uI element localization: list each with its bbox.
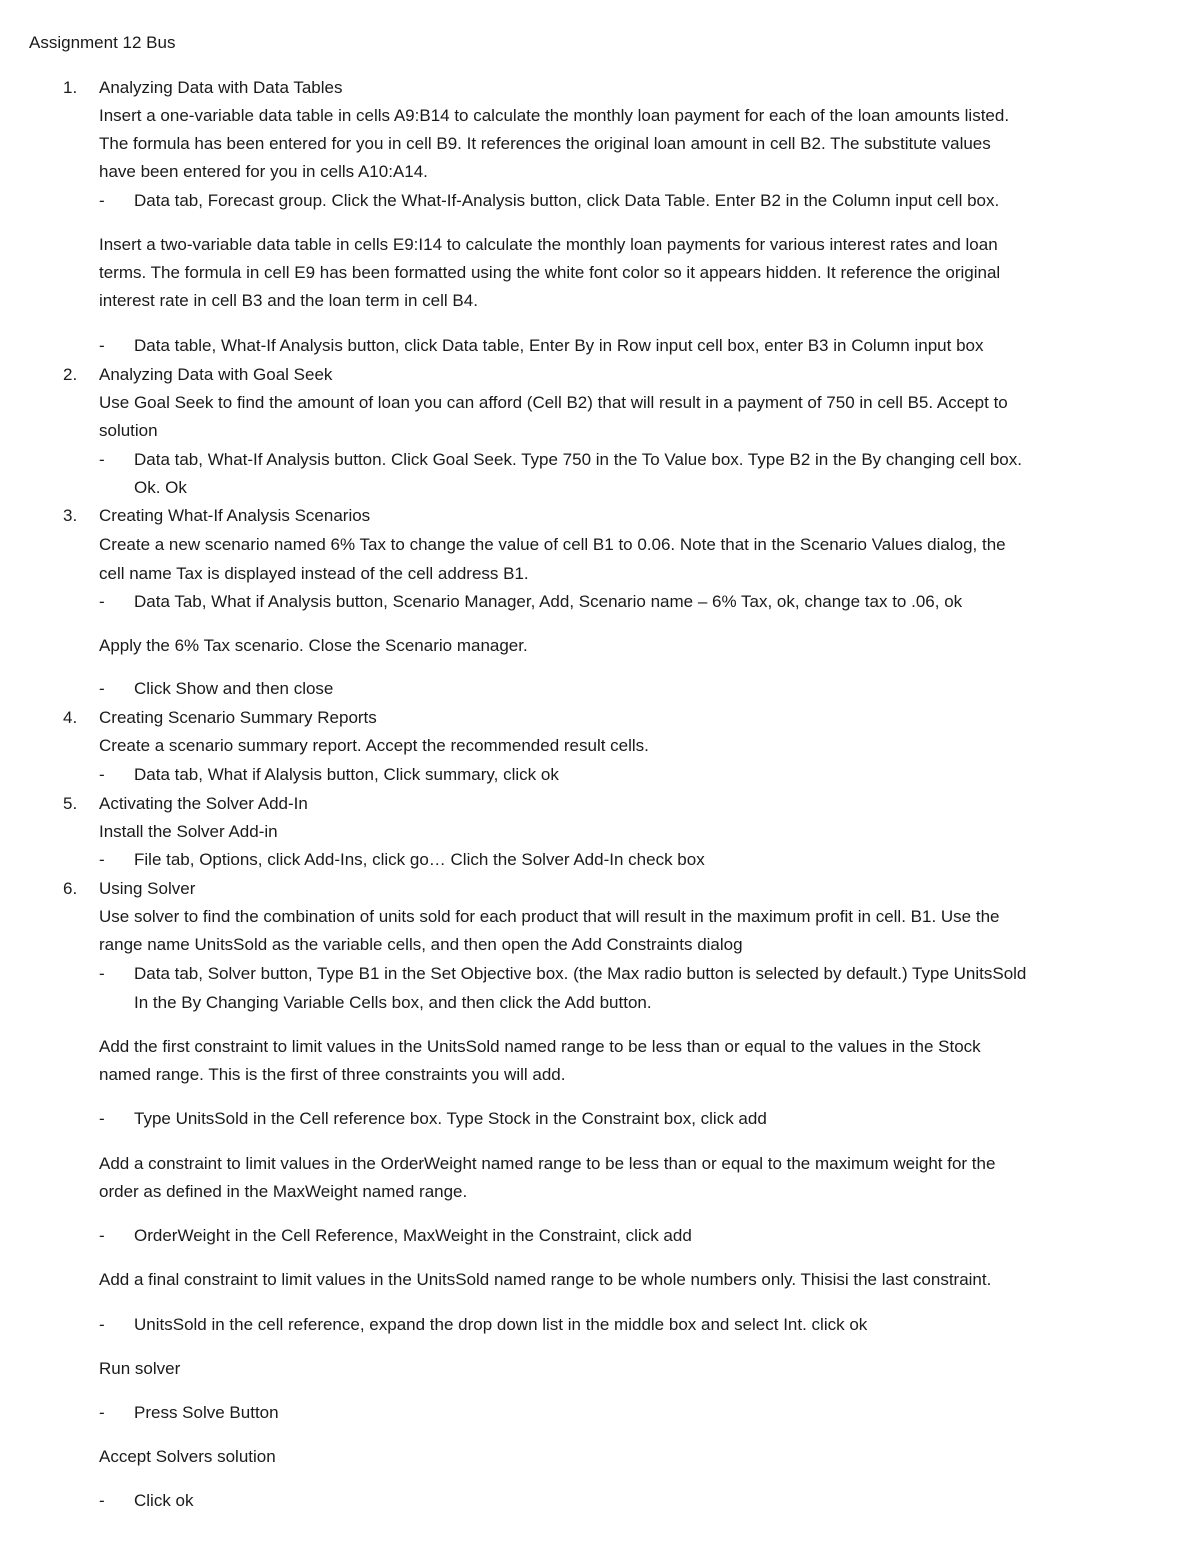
- bullet-line: Click ok: [134, 1491, 194, 1510]
- bullet-line: OrderWeight in the Cell Reference, MaxWeight in the Constraint, click add: [134, 1226, 692, 1245]
- paragraph-line: Add a final constraint to limit values in the UnitsSold named range to be whole numbers only. Thisisi the last constraint.: [99, 1270, 992, 1289]
- paragraph-line: Install the Solver Add-in: [99, 822, 278, 841]
- paragraph-line: Add a constraint to limit values in the OrderWeight named range to be less than or equal to the maximum weight for the: [99, 1154, 996, 1173]
- bullet-dash: -: [99, 850, 105, 869]
- section-heading: Analyzing Data with Data Tables: [99, 78, 343, 97]
- paragraph-line: The formula has been entered for you in cell B9. It references the original loan amount in cell B2. The substitute values: [99, 134, 991, 153]
- bullet-line: File tab, Options, click Add-Ins, click go… Clich the Solver Add-In check box: [134, 850, 705, 869]
- paragraph-line: interest rate in cell B3 and the loan term in cell B4.: [99, 291, 478, 310]
- bullet-line: Ok. Ok: [134, 478, 187, 497]
- section-number: 2.: [63, 365, 78, 384]
- bullet-dash: -: [99, 450, 105, 469]
- paragraph-line: range name UnitsSold as the variable cells, and then open the Add Constraints dialog: [99, 935, 743, 954]
- section-heading: Activating the Solver Add-In: [99, 794, 308, 813]
- bullet-dash: -: [99, 1403, 105, 1422]
- paragraph-line: Insert a one-variable data table in cells A9:B14 to calculate the monthly loan payment for each of the loan amounts listed.: [99, 106, 1010, 125]
- bullet-dash: -: [99, 1491, 105, 1510]
- bullet-line: Data Tab, What if Analysis button, Scenario Manager, Add, Scenario name – 6% Tax, ok, change tax to .06, ok: [134, 592, 963, 611]
- paragraph-line: Create a new scenario named 6% Tax to change the value of cell B1 to 0.06. Note that in the Scenario Values dialog, the: [99, 535, 1006, 554]
- bullet-line: Data table, What-If Analysis button, click Data table, Enter By in Row input cell box, enter B3 in Column input box: [134, 336, 984, 355]
- paragraph-line: Use Goal Seek to find the amount of loan you can afford (Cell B2) that will result in a payment of 750 in cell B5. Accept to: [99, 393, 1008, 412]
- bullet-line: Click Show and then close: [134, 679, 334, 698]
- document-title: Assignment 12 Bus: [29, 33, 176, 52]
- paragraph-line: named range. This is the first of three constraints you will add.: [99, 1065, 566, 1084]
- section-number: 6.: [63, 879, 78, 898]
- bullet-dash: -: [99, 592, 105, 611]
- paragraph-line: Use solver to find the combination of units sold for each product that will result in the maximum profit in cell. B1. Use the: [99, 907, 1000, 926]
- paragraph-line: solution: [99, 421, 158, 440]
- bullet-line: Data tab, Solver button, Type B1 in the Set Objective box. (the Max radio button is selected by default.) Type UnitsSold: [134, 964, 1027, 983]
- paragraph-line: terms. The formula in cell E9 has been formatted using the white font color so it appears hidden. It reference the original: [99, 263, 1001, 282]
- paragraph-line: order as defined in the MaxWeight named range.: [99, 1182, 468, 1201]
- paragraph-line: Add the first constraint to limit values in the UnitsSold named range to be less than or equal to the values in the Stock: [99, 1037, 981, 1056]
- section-number: 5.: [63, 794, 78, 813]
- section-heading: Analyzing Data with Goal Seek: [99, 365, 333, 384]
- paragraph-line: Insert a two-variable data table in cells E9:I14 to calculate the monthly loan payments for various interest rates and loan: [99, 235, 998, 254]
- bullet-dash: -: [99, 1226, 105, 1245]
- bullet-dash: -: [99, 191, 105, 210]
- bullet-line: Press Solve Button: [134, 1403, 279, 1422]
- bullet-line: Data tab, Forecast group. Click the What-If-Analysis button, click Data Table. Enter B2 in the Column input cell box.: [134, 191, 1000, 210]
- bullet-line: UnitsSold in the cell reference, expand the drop down list in the middle box and select Int. click ok: [134, 1315, 868, 1334]
- bullet-dash: -: [99, 336, 105, 355]
- bullet-line: Type UnitsSold in the Cell reference box. Type Stock in the Constraint box, click add: [134, 1109, 767, 1128]
- bullet-dash: -: [99, 679, 105, 698]
- section-heading: Creating Scenario Summary Reports: [99, 708, 377, 727]
- paragraph-line: Run solver: [99, 1359, 181, 1378]
- bullet-line: Data tab, What-If Analysis button. Click Goal Seek. Type 750 in the To Value box. Type B2 in the By changing cell box.: [134, 450, 1022, 469]
- section-number: 3.: [63, 506, 78, 525]
- bullet-line: In the By Changing Variable Cells box, and then click the Add button.: [134, 993, 652, 1012]
- paragraph-line: Create a scenario summary report. Accept the recommended result cells.: [99, 736, 649, 755]
- bullet-line: Data tab, What if Alalysis button, Click summary, click ok: [134, 765, 559, 784]
- section-heading: Using Solver: [99, 879, 196, 898]
- paragraph-line: cell name Tax is displayed instead of the cell address B1.: [99, 564, 529, 583]
- bullet-dash: -: [99, 765, 105, 784]
- section-heading: Creating What-If Analysis Scenarios: [99, 506, 371, 525]
- paragraph-line: Accept Solvers solution: [99, 1447, 276, 1466]
- section-number: 1.: [63, 78, 78, 97]
- bullet-dash: -: [99, 1315, 105, 1334]
- bullet-dash: -: [99, 964, 105, 983]
- bullet-dash: -: [99, 1109, 105, 1128]
- paragraph-line: have been entered for you in cells A10:A14.: [99, 162, 428, 181]
- section-number: 4.: [63, 708, 78, 727]
- paragraph-line: Apply the 6% Tax scenario. Close the Scenario manager.: [99, 636, 528, 655]
